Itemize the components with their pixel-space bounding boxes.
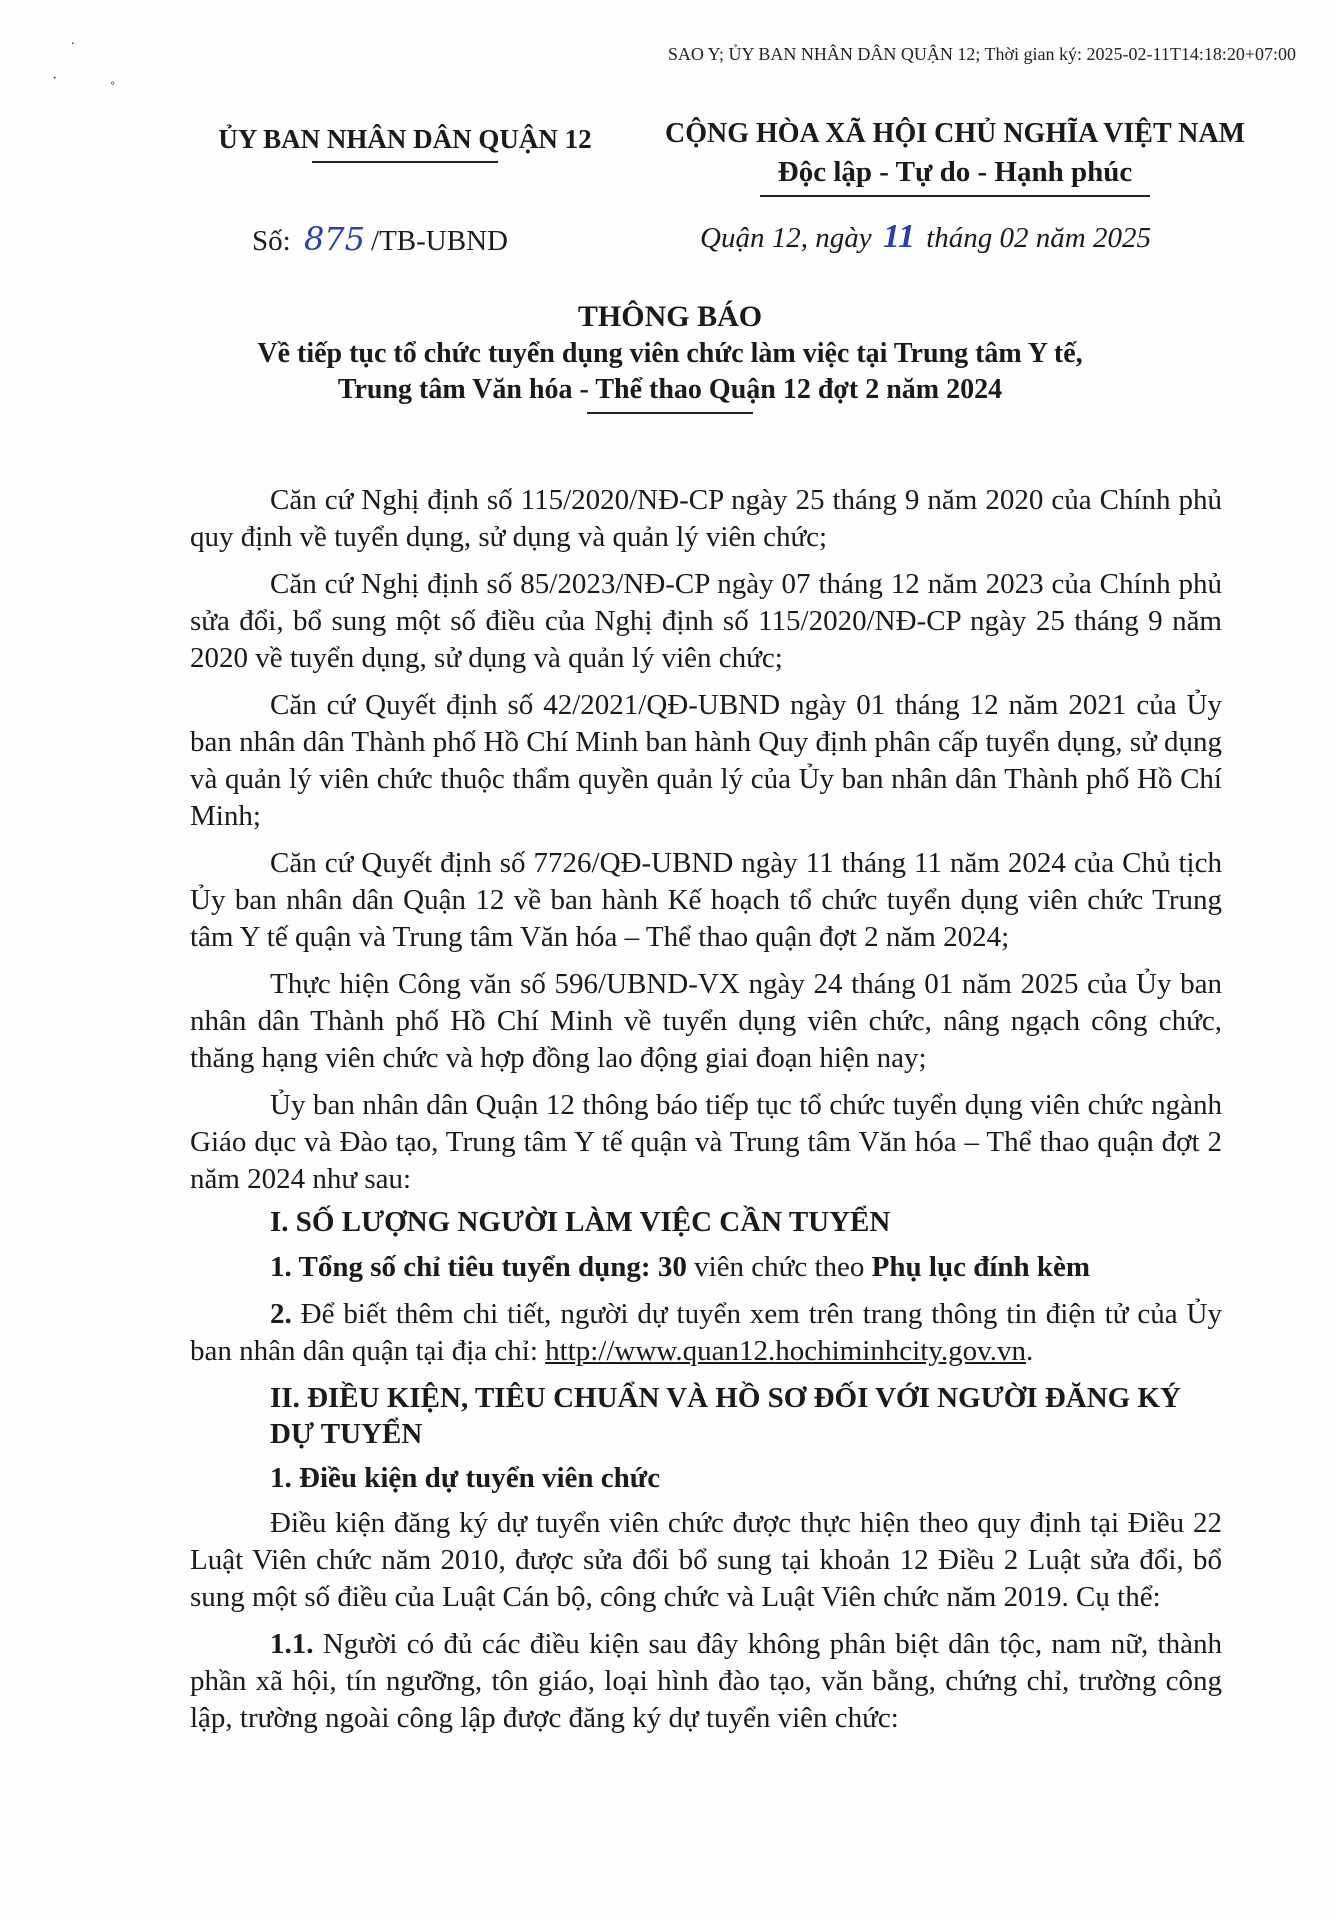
- section-2-heading: II. ĐIỀU KIỆN, TIÊU CHUẨN VÀ HỒ SƠ ĐỐI VỚI NGƯỜI ĐĂNG KÝ DỰ TUYỂN: [270, 1382, 1181, 1450]
- motto-underline: [760, 195, 1150, 197]
- document-title: [170, 300, 1170, 414]
- paragraph-legal-basis-4: Căn cứ Quyết định số 7726/QĐ-UBND ngày 11 tháng 11 năm 2024 của Chủ tịch Ủy ban nhân dân Quận 12 về ban hành Kế hoạch tổ chức tuyển dụng viên chức Trung tâm Y tế quận và Trung tâm Văn hóa – Thể thao quận đợt 2 năm 2024;: [190, 847, 1222, 953]
- section-2-sub-1: 1. Điều kiện dự tuyển viên chức: [270, 1462, 661, 1494]
- org-underline: [312, 161, 498, 163]
- paragraph-announcement: Ủy ban nhân dân Quận 12 thông báo tiếp tục tổ chức tuyển dụng viên chức ngành Giáo dục và Đào tạo, Trung tâm Y tế quận và Trung tâm Văn hóa – Thể thao quận đợt 2 năm 2024 như sau:: [190, 1089, 1222, 1195]
- national-motto: Độc lập - Tự do - Hạnh phúc: [777, 156, 1133, 188]
- doc-number-prefix: Số:: [252, 225, 291, 257]
- section-2-item-1-1: 1.1. Người có đủ các điều kiện sau đây không phân biệt dân tộc, nam nữ, thành phần xã hội, tín ngưỡng, tôn giáo, loại hình đào tạo, văn bằng, chứng chỉ, trường công lập, trường ngoài công lập được đăng ký dự tuyển viên chức:: [190, 1628, 1222, 1734]
- paragraph-legal-basis-3: Căn cứ Quyết định số 42/2021/QĐ-UBND ngày 01 tháng 12 năm 2021 của Ủy ban nhân dân Thành phố Hồ Chí Minh ban hành Quy định phân cấp tuyển dụng, sử dụng và quản lý viên chức thuộc thẩm quyền quản lý của Ủy ban nhân dân Thành phố Hồ Chí Minh;: [190, 689, 1222, 832]
- section-1-item-2: 2. Để biết thêm chi tiết, người dự tuyển xem trên trang thông tin điện tử của Ủy ban nhân dân quận tại địa chỉ: http://www.quan12.hochiminhcity.gov.vn.: [190, 1298, 1222, 1367]
- section-1-heading: I. SỐ LƯỢNG NGƯỜI LÀM VIỆC CẦN TUYỂN: [270, 1206, 891, 1238]
- website-link[interactable]: http://www.quan12.hochiminhcity.gov.vn: [545, 1335, 1027, 1367]
- date-before: Quận 12, ngày: [700, 222, 872, 254]
- section-1-item-1: 1. Tổng số chỉ tiêu tuyển dụng: 30 viên chức theo Phụ lục đính kèm: [270, 1251, 1091, 1283]
- handwritten-day: 11: [882, 218, 915, 255]
- document-date: [700, 218, 1151, 256]
- scan-speck: ˚: [110, 80, 116, 97]
- paragraph-legal-basis-5: Thực hiện Công văn số 596/UBND-VX ngày 24 tháng 01 năm 2025 của Ủy ban nhân dân Thành phố Hồ Chí Minh về tuyển dụng viên chức, nâng ngạch công chức, thăng hạng viên chức và hợp đồng lao động giai đoạn hiện nay;: [190, 968, 1222, 1074]
- scan-speck: ·: [52, 70, 58, 87]
- republic-name: CỘNG HÒA XÃ HỘI CHỦ NGHĨA VIỆT NAM: [664, 118, 1246, 149]
- scan-speck: ˙: [70, 40, 76, 57]
- handwritten-number: 875: [303, 220, 366, 258]
- section-2-sub-1-text: Điều kiện đăng ký dự tuyển viên chức được thực hiện theo quy định tại Điều 22 Luật Viên chức năm 2010, được sửa đổi bổ sung tại khoản 12 Điều 2 Luật sửa đổi, bổ sung một số điều của Luật Cán bộ, công chức và Luật Viên chức năm 2019. Cụ thể:: [190, 1507, 1222, 1613]
- title-line-3: Trung tâm Văn hóa - Thể thao Quận 12 đợt 2 năm 2024: [337, 374, 1003, 405]
- org-name: ỦY BAN NHÂN DÂN QUẬN 12: [218, 124, 592, 154]
- title-line-2: Về tiếp tục tổ chức tuyển dụng viên chức làm việc tại Trung tâm Y tế,: [257, 338, 1083, 369]
- issuing-authority: [170, 124, 640, 163]
- doc-number-suffix: /TB-UBND: [371, 225, 508, 257]
- document-number: [252, 220, 508, 258]
- date-after: tháng 02 năm 2025: [926, 222, 1151, 254]
- digital-signature-stamp: SAO Y; ỦY BAN NHÂN DÂN QUẬN 12; Thời gian ký: 2025-02-11T14:18:20+07:00: [667, 44, 1296, 64]
- paragraph-legal-basis-1: Căn cứ Nghị định số 115/2020/NĐ-CP ngày 25 tháng 9 năm 2020 của Chính phủ quy định về tuyển dụng, sử dụng và quản lý viên chức;: [190, 484, 1222, 553]
- national-heading: [640, 118, 1270, 197]
- document-body: [190, 482, 1222, 1747]
- title-underline: [587, 412, 753, 414]
- paragraph-legal-basis-2: Căn cứ Nghị định số 85/2023/NĐ-CP ngày 07 tháng 12 năm 2023 của Chính phủ sửa đổi, bổ sung một số điều của Nghị định số 115/2020/NĐ-CP ngày 25 tháng 9 năm 2020 về tuyển dụng, sử dụng và quản lý viên chức;: [190, 568, 1222, 674]
- title-line-1: THÔNG BÁO: [577, 300, 763, 333]
